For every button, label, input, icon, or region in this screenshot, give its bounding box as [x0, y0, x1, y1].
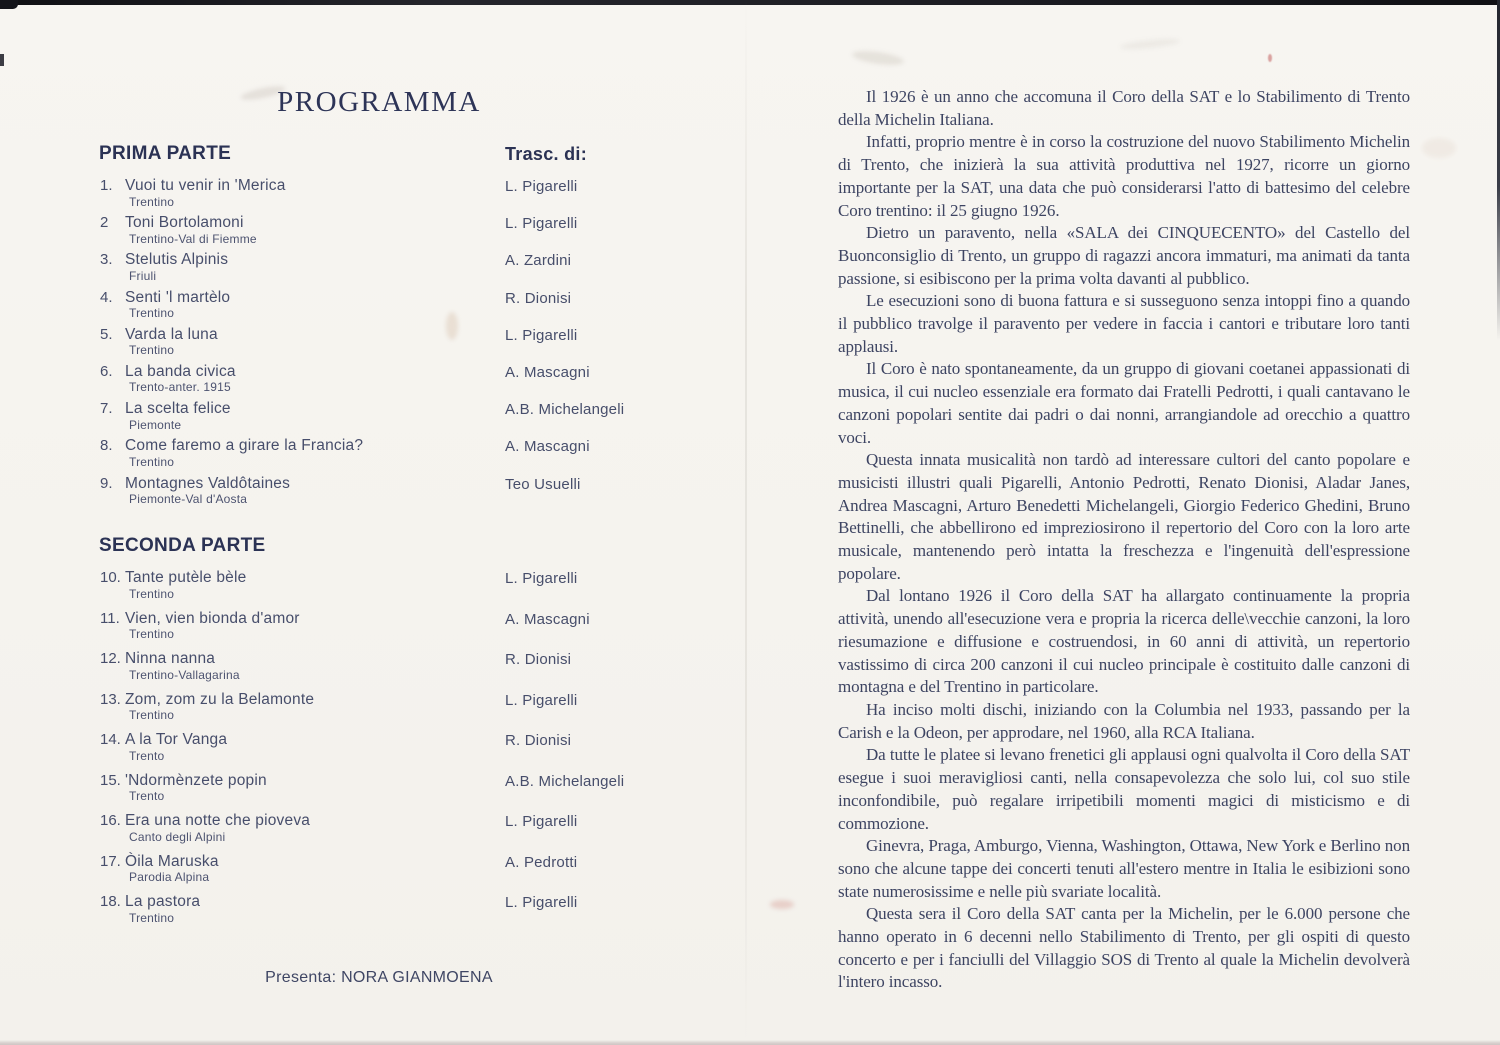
song-title: Toni Bortolamoni: [125, 214, 244, 232]
song-number: 14.: [100, 731, 121, 748]
song-row: [98, 326, 660, 363]
song-row: [98, 650, 660, 691]
transcriber-name: L. Pigarelli: [505, 691, 578, 709]
notes-paragraph: Dal lontano 1926 il Coro della SAT ha allargato continuamente la propria attività, unendo all'esecuzione vera e propria la ricerca delle\vecchie canzoni, la loro riesumazione e diffusione e costruendosi, in 60 anni di attività, un repertorio vastissimo di circa 200 canzoni il cui nucleo principale è costituito dalle canzoni di montagna e del Trentino in particolare.: [838, 586, 1410, 697]
paper-smudge: [851, 48, 904, 67]
song-origin: Trentino: [129, 910, 175, 925]
program-notes-page: [838, 86, 1410, 994]
song-row: [98, 893, 660, 934]
notes-paragraph: Da tutte le platee si levano frenetici gli applausi ogni qualvolta il Coro della SAT esegue i suoi meravigliosi canti, nella consapevolezza che solo lui, col suo stile inconfondibile, può regalare irripetibili momenti magici di misticismo e di commozione.: [838, 745, 1410, 833]
song-number: 8.: [100, 437, 113, 455]
program-left-page: [98, 0, 660, 1045]
song-title: A la Tor Vanga: [125, 731, 228, 748]
song-origin: Trentino: [129, 586, 175, 601]
notes-text-block: [838, 86, 1410, 994]
song-origin: Piemonte: [129, 417, 182, 432]
song-number: 16.: [100, 812, 121, 829]
song-number: 18.: [100, 893, 121, 910]
song-row: [98, 251, 660, 288]
song-origin: Trentino-Vallagarina: [129, 667, 240, 682]
part1-song-list: [98, 177, 660, 512]
transcription-column-heading: Trasc. di:: [505, 144, 588, 164]
transcriber-name: A. Mascagni: [505, 363, 590, 381]
song-row: [98, 400, 660, 437]
scan-edge-left-notch: [0, 54, 4, 66]
transcriber-name: A. Pedrotti: [505, 853, 578, 871]
song-title: La pastora: [125, 893, 201, 910]
song-title: Vien, vien bionda d'amor: [125, 609, 300, 627]
presenter-name: NORA GIANMOENA: [341, 969, 493, 986]
transcriber-name: L. Pigarelli: [505, 894, 578, 911]
transcriber-name: A.B. Michelangeli: [505, 401, 625, 419]
song-title: Era una notte che pioveva: [125, 812, 311, 829]
part2-song-list: [98, 569, 660, 934]
song-number: 17.: [100, 852, 121, 870]
song-title: Stelutis Alpinis: [125, 251, 229, 269]
song-origin: Trento-anter. 1915: [129, 380, 231, 395]
song-row: [98, 853, 660, 894]
transcriber-name: L. Pigarelli: [505, 813, 578, 830]
song-row: [98, 812, 660, 853]
song-row: [98, 569, 660, 610]
notes-paragraph: Questa innata musicalità non tardò ad interessare cultori del canto popolare e musicisti illustri quali Pigarelli, Antonio Pedrotti, Renato Dionisi, Aladar Janes, Andrea Mascagni, Arturo Benedetti Michelangeli, Giorgio Federico Ghedini, Bruno Bettinelli, che abbellirono ed impreziosirono il repertorio del Coro con la loro arte musicale, mantenendo però intatta la freschezza e l'ingenuità dell'espressione popolare.: [838, 450, 1410, 583]
song-title: Varda la luna: [125, 325, 218, 343]
part1-heading: PRIMA PARTE: [99, 143, 232, 164]
song-title: Senti 'l martèlo: [125, 288, 231, 306]
scan-edge-top-left-blob: [0, 0, 18, 9]
song-row: [98, 691, 660, 732]
song-row: [98, 731, 660, 772]
transcriber-name: L. Pigarelli: [505, 215, 578, 233]
song-number: 10.: [100, 569, 121, 586]
song-number: 1.: [100, 177, 113, 194]
notes-paragraph: Dietro un paravento, nella «SALA dei CINQUECENTO» del Castello del Buonconsiglio di Trento, un gruppo di ragazzi ancora immaturi, ma animati da tanta passione, si esibiscono per la prima volta davanti al pubblico.: [838, 223, 1410, 288]
transcriber-name: R. Dionisi: [505, 651, 572, 668]
song-row: [98, 610, 660, 651]
song-title: La banda civica: [125, 362, 236, 380]
notes-paragraph: Il Coro è nato spontaneamente, da un gruppo di giovani coetanei appassionati di musica, il cui nucleo essenziale era formato dai Fratelli Pedrotti, i quali cantavano le canzoni popolari sentite dai padri o dai nonni, arrangiandole ad orecchio a quattro voci.: [838, 359, 1410, 447]
transcriber-name: A. Mascagni: [505, 438, 590, 456]
song-origin: Trentino: [129, 194, 175, 209]
song-number: 2: [100, 214, 109, 232]
song-number: 6.: [100, 362, 113, 380]
song-origin: Trentino: [129, 454, 175, 469]
song-row: [98, 289, 660, 326]
song-title: Ninna nanna: [125, 650, 216, 667]
transcriber-name: A.B. Michelangeli: [505, 772, 625, 790]
transcriber-name: L. Pigarelli: [505, 178, 578, 195]
song-number: 11.: [100, 609, 120, 627]
presenter-line: [98, 969, 660, 987]
song-number: 4.: [100, 288, 113, 306]
song-row: [98, 772, 660, 813]
song-origin: Trento: [129, 748, 165, 763]
song-number: 3.: [100, 251, 113, 269]
page-title: PROGRAMMA: [277, 86, 481, 118]
song-origin: Trentino: [129, 343, 175, 358]
song-row: [98, 214, 660, 251]
page-fold-crease: [745, 0, 747, 1045]
song-title: 'Ndormènzete popin: [125, 771, 267, 789]
notes-paragraph: Ha inciso molti dischi, iniziando con la Columbia nel 1933, passando per la Carish e la Odeon, per approdare, nel 1960, alla RCA Italiana.: [838, 699, 1410, 742]
transcriber-name: L. Pigarelli: [505, 570, 578, 587]
song-origin: Trentino: [129, 708, 175, 722]
notes-paragraph: Ginevra, Praga, Amburgo, Vienna, Washington, Ottawa, New York e Berlino non sono che alcune tappe dei concerti tenuti all'estero mentre in Italia le esibizioni sono state numerosissime e nelle più svariate località.: [838, 836, 1410, 901]
song-title: Òila Maruska: [125, 852, 219, 870]
song-origin: Friuli: [129, 268, 157, 283]
transcriber-name: Teo Usuelli: [505, 475, 581, 493]
song-title: Vuoi tu venir in 'Merica: [125, 177, 286, 194]
song-origin: Trentino: [129, 306, 175, 321]
song-row: [98, 475, 660, 512]
transcriber-name: R. Dionisi: [505, 732, 572, 749]
song-origin: Canto degli Alpini: [129, 829, 226, 844]
song-title: Tante putèle bèle: [125, 569, 247, 586]
paper-smudge: [1422, 138, 1456, 158]
paper-smudge: [1120, 37, 1181, 51]
notes-paragraph: Infatti, proprio mentre è in corso la costruzione del nuovo Stabilimento Michelin di Trento, che inizierà la sua attività produttiva nel 1927, ricorre un giorno importante per la SAT, una data che può considerarsi l'atto di battesimo del celebre Coro trentino: il 25 giugno 1926.: [838, 132, 1410, 220]
paper-smudge: [770, 900, 794, 909]
transcriber-name: A. Zardini: [505, 252, 572, 270]
paper-smudge: [1268, 54, 1272, 62]
song-row: [98, 437, 660, 474]
song-row: [98, 363, 660, 400]
song-number: 5.: [100, 325, 113, 343]
transcriber-name: L. Pigarelli: [505, 326, 578, 344]
transcriber-name: A. Mascagni: [505, 610, 590, 628]
notes-paragraph: Il 1926 è un anno che accomuna il Coro della SAT e lo Stabilimento di Trento della Michelin Italiana.: [838, 87, 1410, 129]
part2-heading: SECONDA PARTE: [99, 535, 266, 556]
notes-paragraph: Questa sera il Coro della SAT canta per la Michelin, per le 6.000 persone che hanno operato in 6 decenni nello Stabilimento di Trento, per gli ospiti di questo concerto e per i fanciulli del Villaggio SOS di Trento al quale la Michelin devolverà l'intero incasso.: [838, 904, 1410, 992]
song-number: 15.: [100, 771, 121, 789]
song-title: Montagnes Valdôtaines: [125, 474, 291, 492]
transcriber-name: R. Dionisi: [505, 289, 572, 307]
song-origin: Trentino-Val di Fiemme: [129, 231, 257, 246]
song-origin: Piemonte-Val d'Aosta: [129, 492, 248, 506]
song-title: La scelta felice: [125, 400, 231, 418]
song-title: Come faremo a girare la Francia?: [125, 437, 364, 455]
song-title: Zom, zom zu la Belamonte: [125, 690, 315, 708]
song-number: 12.: [100, 650, 121, 667]
song-row: [98, 177, 660, 214]
song-origin: Parodia Alpina: [129, 870, 210, 884]
song-number: 7.: [100, 400, 113, 418]
song-number: 13.: [100, 690, 121, 708]
song-number: 9.: [100, 474, 113, 492]
song-origin: Trentino: [129, 627, 175, 641]
song-origin: Trento: [129, 789, 165, 803]
notes-paragraph: Le esecuzioni sono di buona fattura e si susseguono senza intoppi fino a quando il pubblico travolge il paravento per vedere in faccia i cantori e tributare loro tanti applausi.: [838, 291, 1410, 356]
presenter-label: Presenta:: [265, 969, 337, 986]
